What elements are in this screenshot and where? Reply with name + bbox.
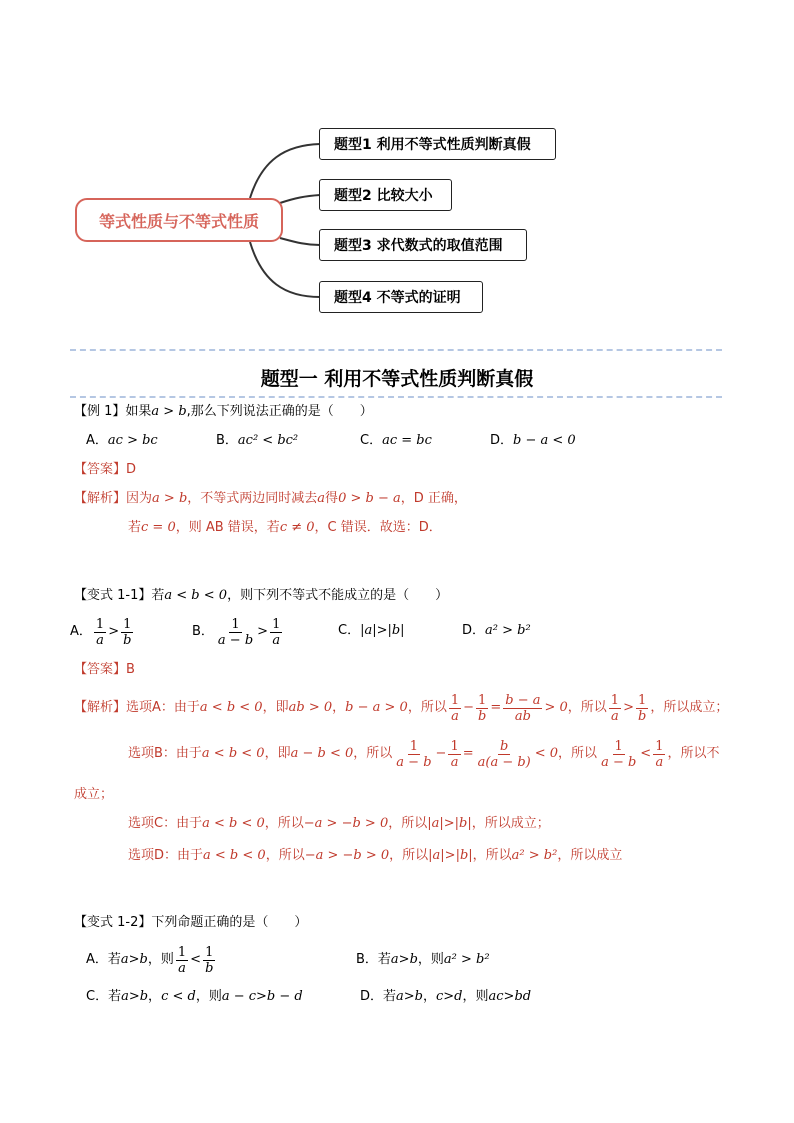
fraction: $\frac{1}{a}$ bbox=[272, 616, 281, 648]
analysis-math: −a > −b > 0 bbox=[304, 848, 390, 863]
option-text: B．若 bbox=[356, 952, 391, 967]
analysis-text: ，即 bbox=[262, 700, 289, 715]
analysis-math: b − a > 0 bbox=[345, 700, 408, 715]
option-math: a>b bbox=[396, 989, 423, 1004]
fraction: $\frac{1}{a - b}$ bbox=[396, 738, 432, 770]
fraction: $\frac{1}{a}$ bbox=[177, 944, 187, 976]
variant-tag: 【变式 1-1】 bbox=[74, 588, 152, 603]
question-text: ,那么下列说法正确的是（ ） bbox=[186, 404, 373, 419]
analysis-text: ，D 正确， bbox=[400, 491, 467, 506]
fraction: $\frac{1}{a}$ bbox=[450, 692, 460, 724]
analysis-math: c = 0 bbox=[141, 520, 176, 535]
math-condition: a > b bbox=[151, 404, 187, 419]
answer-value: D bbox=[126, 462, 137, 477]
variant-1-1-option-d bbox=[462, 622, 531, 640]
variant-1-2-option-c bbox=[86, 988, 303, 1006]
variant-1-1-answer bbox=[74, 661, 135, 679]
example-1-option-d bbox=[490, 432, 576, 450]
option-text: ， bbox=[148, 989, 162, 1004]
fraction: $\frac{1}{b}$ bbox=[637, 692, 647, 724]
option-math: a² > b² bbox=[443, 952, 490, 967]
question-text: 下列命题正确的是（ ） bbox=[151, 915, 308, 930]
example-1-tag: 【例 1】 bbox=[74, 404, 126, 419]
divider-bottom bbox=[70, 396, 722, 398]
analysis-math: |a|>|b| bbox=[427, 816, 472, 831]
mindmap-branch-1: 题型1 利用不等式性质判断真假 bbox=[319, 128, 556, 160]
analysis-math: a < b < 0 bbox=[199, 700, 263, 715]
example-1-analysis-line-2 bbox=[128, 519, 442, 537]
analysis-text: ，C 错误．故选：D． bbox=[314, 520, 442, 535]
analysis-tag: 【解析】 bbox=[74, 491, 127, 506]
fraction: $\frac{1}{a}$ bbox=[450, 738, 459, 770]
answer-tag: 【答案】 bbox=[74, 662, 127, 677]
option-text: A．若 bbox=[86, 952, 121, 967]
analysis-text: ，所以 bbox=[353, 746, 393, 761]
section-title: 题型一 利用不等式性质判断真假 bbox=[260, 368, 534, 390]
variant-1-1-analysis-option-b: 选项B：由于 a < b < 0 ，即 a − b < 0 ，所以 $\frac{1}{a - b}$ − $\frac{1}{a}$ = $\frac{b}{a(a - b)}$ < 0 ，所以 $\frac{1}{a - b}$ < $\frac{1}{a}$ ，所以不 bbox=[128, 738, 720, 770]
math-condition: a < b < 0 bbox=[164, 588, 228, 603]
example-1-option-c bbox=[360, 432, 432, 450]
option-math: a>b bbox=[120, 952, 148, 967]
analysis-math: |a|>|b| bbox=[428, 848, 473, 863]
example-1-question bbox=[74, 403, 373, 421]
question-text: 如果 bbox=[125, 404, 152, 419]
mindmap-root: 等式性质与不等式性质 bbox=[75, 198, 283, 242]
option-math: ac > bc bbox=[107, 433, 158, 448]
option-label: B． bbox=[192, 624, 214, 639]
variant-1-1-question bbox=[74, 587, 448, 605]
variant-1-1-option-b: B． $\frac{1}{a - b}$ > $\frac{1}{a}$ bbox=[192, 616, 281, 648]
variant-1-1-analysis-option-d bbox=[128, 847, 622, 865]
analysis-text: 得 bbox=[325, 491, 339, 506]
analysis-math: a < b < 0 bbox=[201, 746, 265, 761]
variant-1-1-analysis-option-b-cont bbox=[74, 786, 113, 804]
variant-tag: 【变式 1-2】 bbox=[74, 915, 152, 930]
fraction: $\frac{1}{a}$ bbox=[95, 616, 105, 648]
option-math: c < d bbox=[161, 989, 196, 1004]
analysis-text: ，所以 bbox=[388, 816, 428, 831]
option-label: A． bbox=[86, 433, 108, 448]
analysis-tag: 【解析】 bbox=[74, 700, 127, 715]
variant-1-1-option-c bbox=[338, 622, 405, 640]
option-text: ，则 bbox=[462, 989, 489, 1004]
analysis-text: 成立； bbox=[74, 787, 114, 802]
option-label: A． bbox=[70, 624, 92, 639]
analysis-text: 选项D：由于 bbox=[128, 848, 204, 863]
option-label: B． bbox=[216, 433, 238, 448]
question-text: 若 bbox=[151, 588, 165, 603]
variant-1-1-option-a: A． $\frac{1}{a}$ > $\frac{1}{b}$ bbox=[70, 616, 132, 648]
question-text: ，则下列不等式不能成立的是（ ） bbox=[227, 588, 449, 603]
variant-1-2-option-b bbox=[356, 951, 490, 969]
analysis-math: a < b < 0 bbox=[202, 816, 265, 831]
analysis-math: a² > b² bbox=[511, 848, 558, 863]
option-label: D． bbox=[462, 623, 486, 638]
analysis-text: 选项C：由于 bbox=[128, 816, 203, 831]
mindmap-branch-4: 题型4 不等式的证明 bbox=[319, 281, 483, 313]
analysis-text: ，所以不 bbox=[667, 746, 720, 761]
analysis-math: a − b < 0 bbox=[290, 746, 354, 761]
answer-value: B bbox=[126, 662, 135, 677]
analysis-text: ，所以 bbox=[389, 848, 429, 863]
fraction: $\frac{1}{b}$ bbox=[123, 616, 132, 648]
analysis-math: −a > −b > 0 bbox=[303, 816, 389, 831]
analysis-text: 选项B：由于 bbox=[128, 746, 202, 761]
option-text: ，则 bbox=[417, 952, 444, 967]
option-text: D．若 bbox=[360, 989, 397, 1004]
answer-tag: 【答案】 bbox=[74, 462, 127, 477]
fraction: $\frac{b}{a(a - b)}$ bbox=[477, 738, 531, 770]
option-text: C．若 bbox=[86, 989, 122, 1004]
analysis-text: ，所以 bbox=[472, 848, 512, 863]
example-1-analysis-line-1 bbox=[74, 490, 467, 508]
mindmap-branch-2: 题型2 比较大小 bbox=[319, 179, 452, 211]
analysis-text: 选项A：由于 bbox=[126, 700, 200, 715]
option-math: ac = bc bbox=[382, 433, 432, 448]
option-math: a − c>b − d bbox=[221, 989, 303, 1004]
fraction: $\frac{b - a}{ab}$ bbox=[505, 692, 541, 724]
divider-top bbox=[70, 349, 722, 351]
analysis-math: ab > 0 bbox=[288, 700, 333, 715]
option-math: |a|>|b| bbox=[360, 623, 405, 638]
analysis-text: ，所以 bbox=[265, 848, 305, 863]
analysis-text: ， bbox=[332, 700, 346, 715]
option-text: ，则 bbox=[147, 952, 174, 967]
variant-1-2-option-a: A．若 a>b ，则 $\frac{1}{a}$ < $\frac{1}{b}$ bbox=[86, 944, 214, 976]
analysis-math: c ≠ 0 bbox=[279, 520, 315, 535]
analysis-text: ，不等式两边同时减去 bbox=[187, 491, 318, 506]
analysis-math: a bbox=[317, 491, 326, 506]
analysis-text: ，所以成立； bbox=[471, 816, 550, 831]
fraction: $\frac{1}{b}$ bbox=[478, 692, 487, 724]
analysis-text: ，所以 bbox=[264, 816, 304, 831]
option-math: a>b bbox=[390, 952, 418, 967]
variant-1-1-analysis-option-c bbox=[128, 815, 550, 833]
option-text: ，则 bbox=[195, 989, 222, 1004]
analysis-text: 若 bbox=[128, 520, 142, 535]
example-1-answer bbox=[74, 461, 136, 479]
fraction: $\frac{1}{a - b}$ bbox=[601, 738, 637, 770]
analysis-text: 因为 bbox=[126, 491, 153, 506]
option-math: a>b bbox=[121, 989, 149, 1004]
variant-1-1-analysis-option-a: 【解析】 选项A：由于 a < b < 0 ，即 ab > 0 ， b − a > 0 ，所以 $\frac{1}{a}$ − $\frac{1}{b}$ = $\frac{b - a}{ab}$ > 0 ，所以 $\frac{1}{a}$ > $\frac{1}{b}$ ，所以成立； bbox=[74, 692, 729, 724]
option-math: ac>bd bbox=[488, 989, 532, 1004]
analysis-math: a < b < 0 bbox=[203, 848, 266, 863]
option-math: b − a < 0 bbox=[513, 433, 576, 448]
analysis-text: ，所以 bbox=[567, 700, 607, 715]
analysis-text: ，则 AB 错误，若 bbox=[175, 520, 280, 535]
fraction: $\frac{1}{b}$ bbox=[205, 944, 214, 976]
analysis-text: ，所以 bbox=[558, 746, 598, 761]
analysis-text: ，即 bbox=[264, 746, 291, 761]
example-1-option-b bbox=[216, 432, 298, 450]
mindmap-branch-3: 题型3 求代数式的取值范围 bbox=[319, 229, 527, 261]
variant-1-2-option-d bbox=[360, 988, 531, 1006]
analysis-text: ，所以成立 bbox=[557, 848, 623, 863]
option-math: ac² < bc² bbox=[237, 433, 299, 448]
option-label: D． bbox=[490, 433, 514, 448]
option-math: a² > b² bbox=[485, 623, 531, 638]
analysis-text: ，所以成立； bbox=[650, 700, 729, 715]
option-label: C． bbox=[360, 433, 383, 448]
option-text: ， bbox=[422, 989, 436, 1004]
analysis-math: a > b bbox=[152, 491, 188, 506]
fraction: $\frac{1}{a}$ bbox=[610, 692, 620, 724]
option-label: C． bbox=[338, 623, 361, 638]
analysis-math: 0 > b − a bbox=[338, 491, 401, 506]
fraction: $\frac{1}{a - b}$ bbox=[217, 616, 254, 648]
variant-1-2-question bbox=[74, 914, 307, 932]
analysis-text: ，所以 bbox=[407, 700, 447, 715]
option-math: c>d bbox=[436, 989, 463, 1004]
fraction: $\frac{1}{a}$ bbox=[655, 738, 664, 770]
example-1-option-a bbox=[86, 432, 158, 450]
